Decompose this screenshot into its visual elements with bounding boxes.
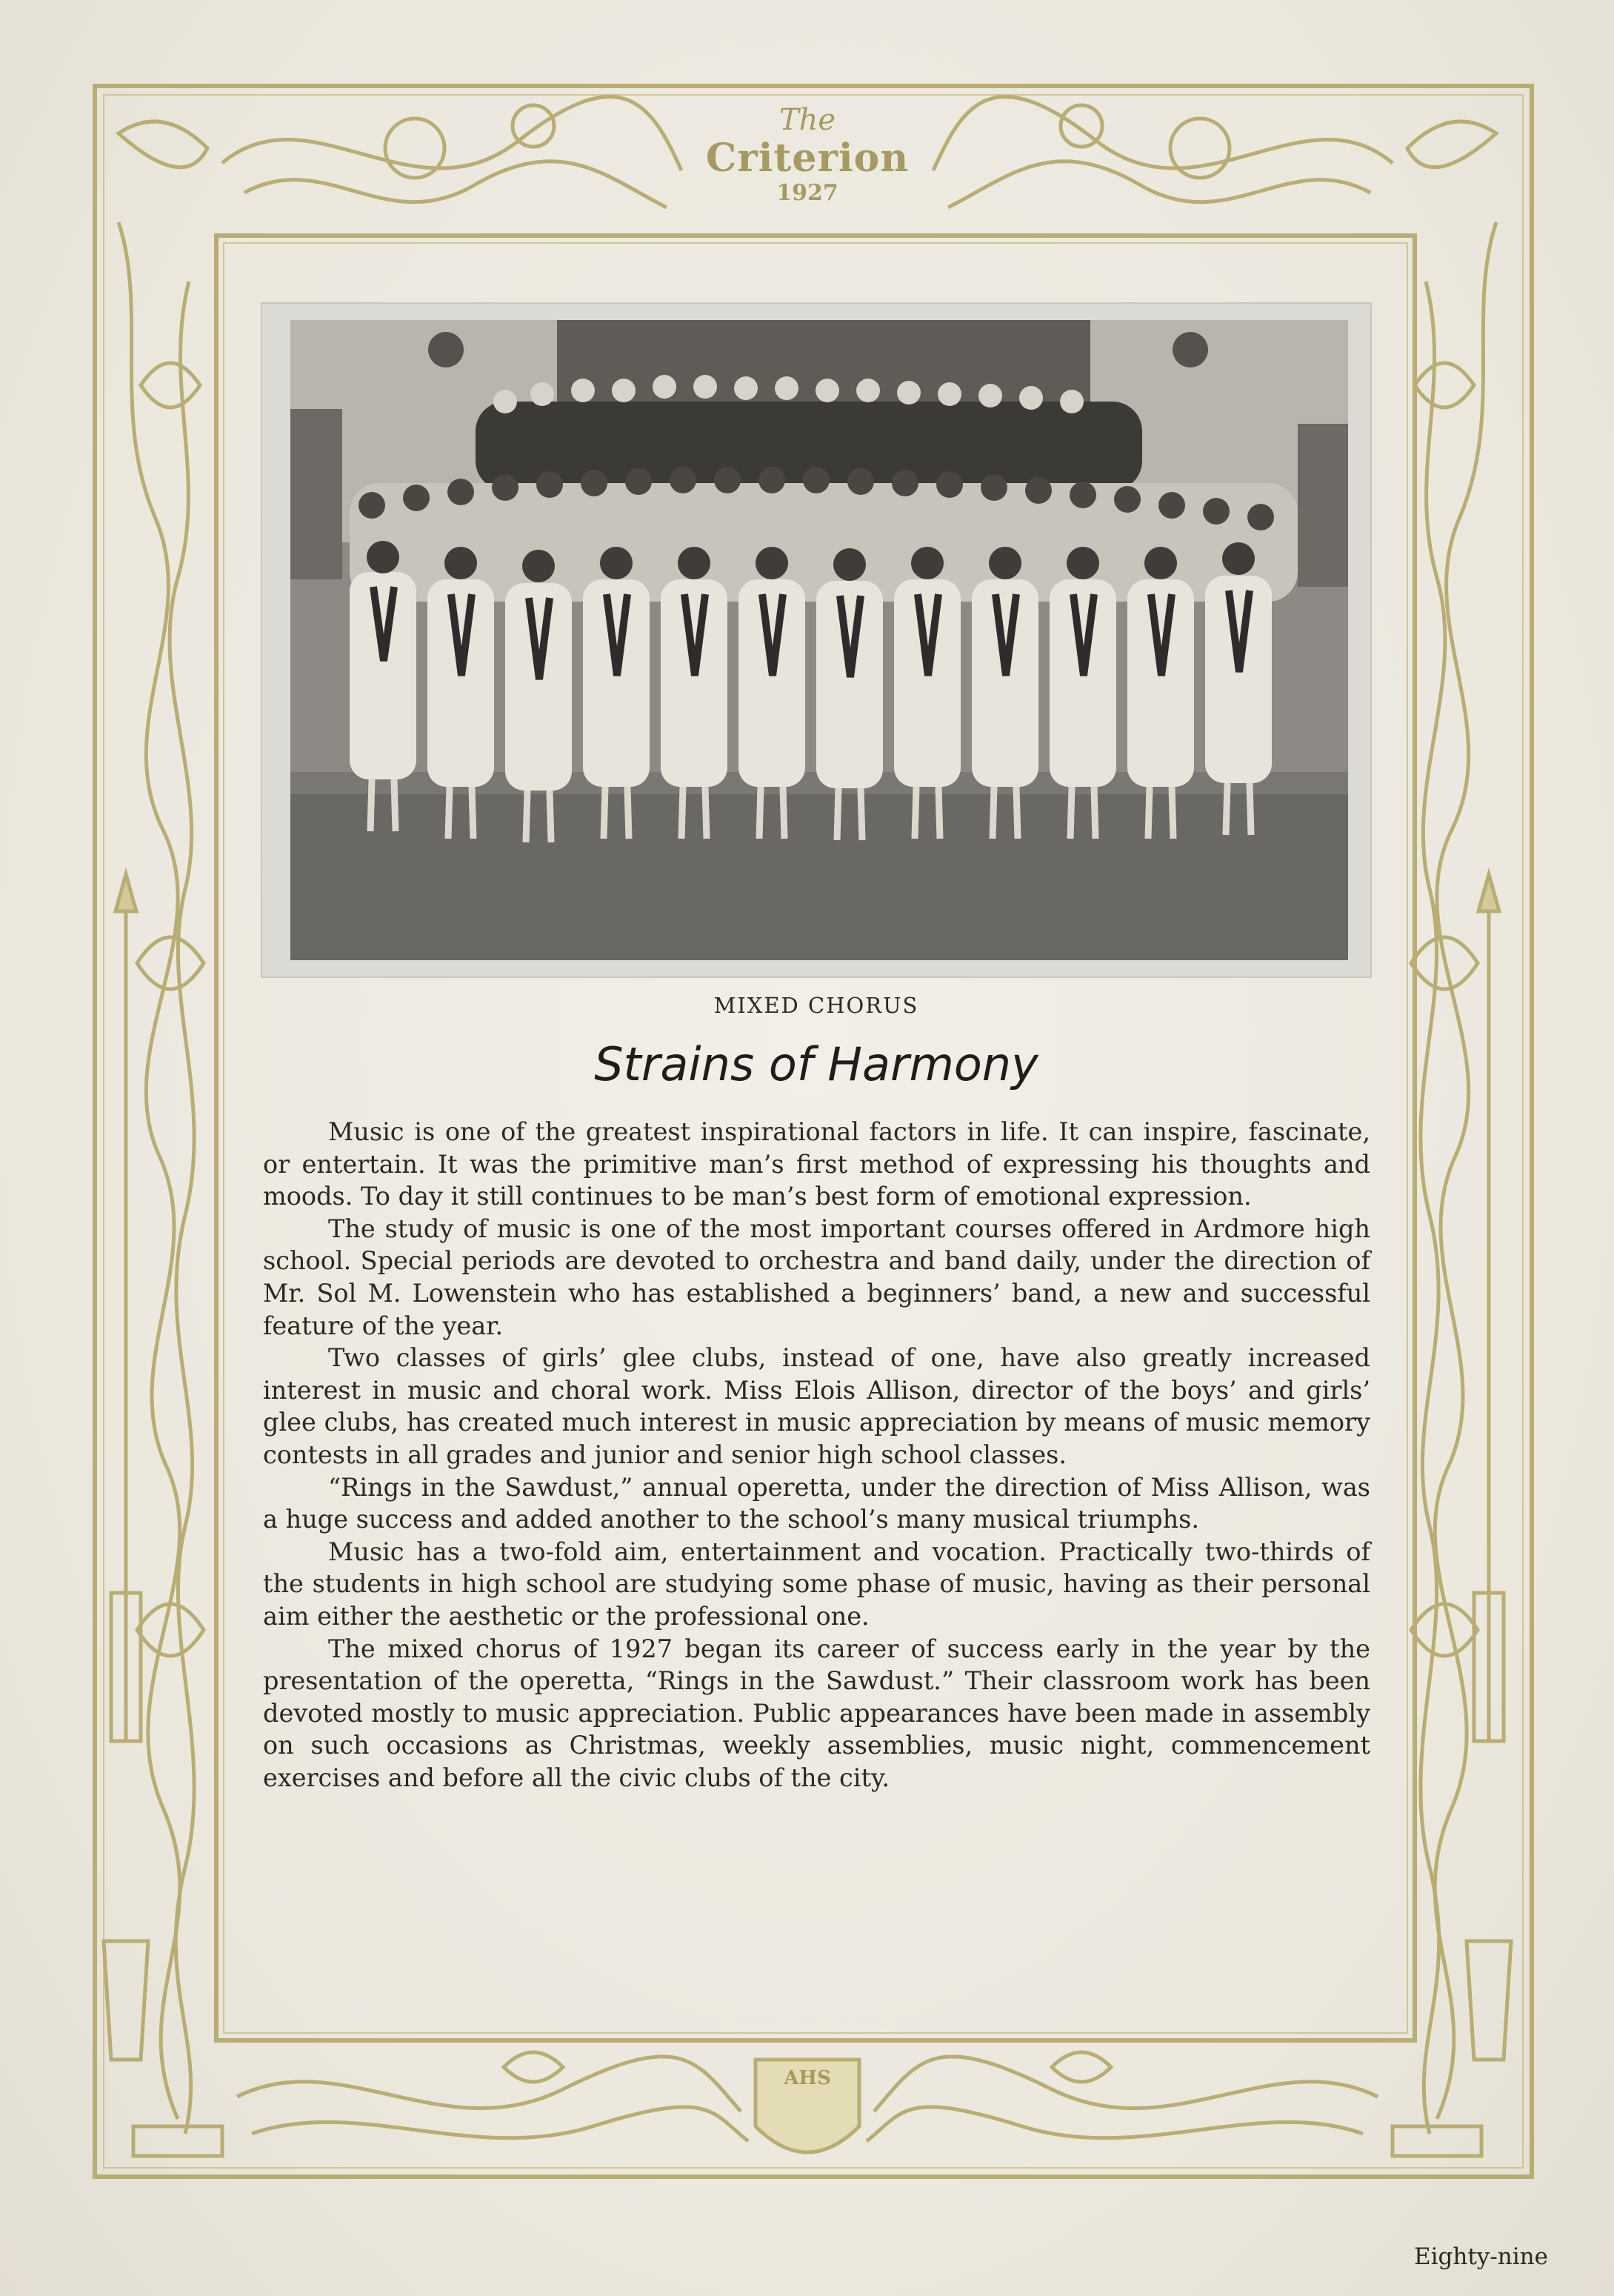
masthead-title: Criterion — [705, 136, 910, 181]
group-photo-image — [290, 320, 1348, 960]
masthead — [696, 104, 918, 206]
paragraph: “Rings in the Sawdust,” annual operetta, under the direction of Miss Allison, was a huge success and added another to the school’s many musical triumphs. — [263, 1472, 1370, 1534]
paragraph: The mixed chorus of 1927 began its career of success early in the year by the presentation of the operetta, “Rings in the Sawdust.” Their classroom work has been devoted mostly to music appreciation. Public appearances have been made in assembly on such occasions as Christmas, weekly assemblies, music night, commencement exercises and before all the civic clubs of the city. — [263, 1634, 1370, 1792]
article-body — [263, 1116, 1370, 1794]
crest-label: AHS — [784, 2067, 831, 2089]
paragraph: The study of music is one of the most important courses offered in Ardmore high school. Special periods are devoted to orchestra and band daily, under the direction of Mr. Sol M. Lowenstein who has established a beginners’ band, a new and successful feature of the year. — [263, 1214, 1370, 1340]
paragraph: Two classes of girls’ glee clubs, instead of one, have also greatly increased interest in music and choral work. Miss Elois Allison, director of the boys’ and girls’ glee clubs, has created much interest in music appreciation by means of music memory contests in all grades and junior and senior high school classes. — [263, 1343, 1370, 1469]
group-photo — [290, 320, 1348, 960]
photo-caption: MIXED CHORUS — [713, 993, 919, 1018]
masthead-article: The — [778, 103, 836, 137]
paragraph: Music is one of the greatest inspirational factors in life. It can inspire, fascinate, or entertain. It was the primitive man’s first method of expressing his thoughts and moods. To day it still continues to be man’s best form of emotional expression. — [263, 1117, 1370, 1211]
masthead-year: 1927 — [776, 180, 838, 206]
article-title: Strains of Harmony — [594, 1037, 1038, 1091]
paragraph: Music has a two-fold aim, entertainment and vocation. Practically two-thirds of the students in high school are studying some phase of music, having as their personal aim either the aesthetic or the professional one. — [263, 1537, 1370, 1631]
page-number: Eighty-nine — [1414, 2243, 1548, 2270]
